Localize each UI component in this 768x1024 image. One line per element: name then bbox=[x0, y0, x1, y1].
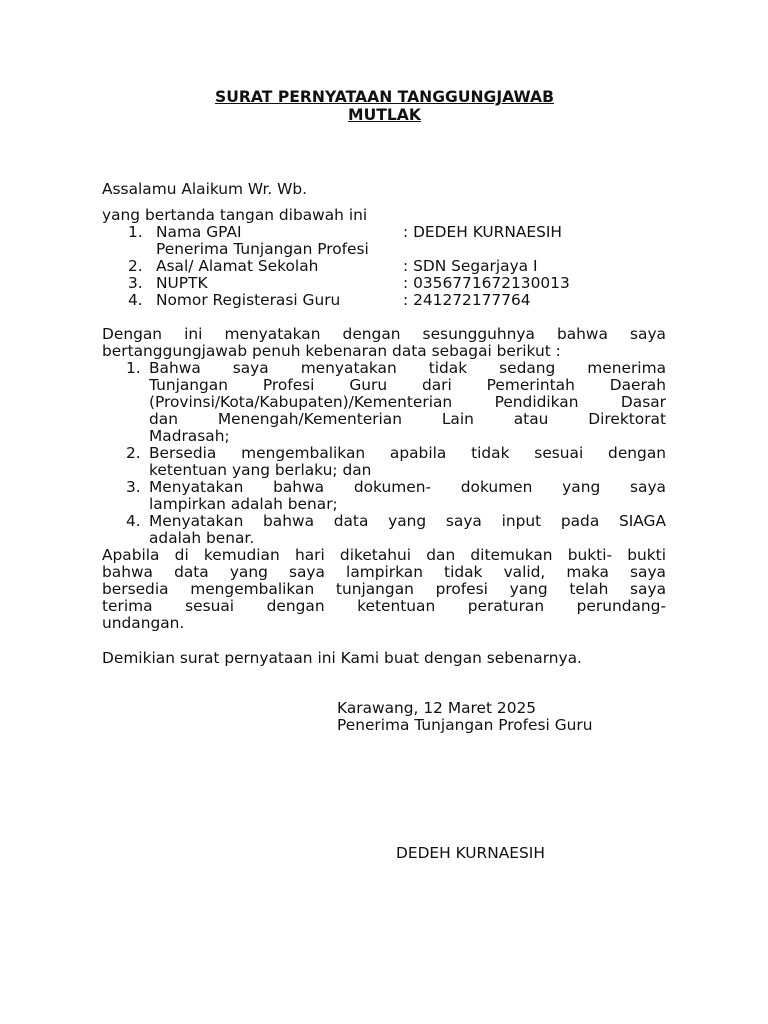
point-text bbox=[149, 513, 666, 547]
final-statement: Demikian surat pernyataan ini Kami buat dengan sebenarnya. bbox=[102, 649, 582, 667]
closing-line: bahwa data yang saya lampirkan tidak valid, maka saya bbox=[102, 563, 666, 581]
identity-value: : SDN Segarjaya I bbox=[403, 257, 538, 275]
point-line: Madrasah; bbox=[149, 427, 230, 445]
title-line-2: MUTLAK bbox=[348, 106, 421, 124]
greeting: Assalamu Alaikum Wr. Wb. bbox=[102, 180, 308, 198]
intro-text: yang bertanda tangan dibawah ini bbox=[102, 206, 368, 224]
identity-number: 3. bbox=[128, 274, 143, 292]
point-line: Menyatakan bahwa data yang saya input pada SIAGA bbox=[149, 512, 666, 530]
identity-number: 1. bbox=[128, 223, 143, 241]
closing-line: bersedia mengembalikan tunjangan profesi yang telah saya bbox=[102, 580, 666, 598]
signature-place-date: Karawang, 12 Maret 2025 bbox=[337, 699, 537, 717]
point-text bbox=[149, 479, 666, 513]
identity-value: : 241272177764 bbox=[403, 291, 531, 309]
identity-label: Nama GPAI bbox=[156, 223, 242, 241]
closing-line: terima sesuai dengan ketentuan peraturan perundang- bbox=[102, 597, 666, 615]
closing-line: undangan. bbox=[102, 614, 185, 632]
identity-value: : DEDEH KURNAESIH bbox=[403, 223, 562, 241]
point-line: adalah benar. bbox=[149, 529, 255, 547]
point-line: Bersedia mengembalikan apabila tidak sesuai dengan bbox=[149, 444, 666, 462]
point-line: lampirkan adalah benar; bbox=[149, 495, 338, 513]
identity-value: : 0356771672130013 bbox=[403, 274, 570, 292]
title-line-1: SURAT PERNYATAAN TANGGUNGJAWAB bbox=[215, 88, 554, 106]
signature-role: Penerima Tunjangan Profesi Guru bbox=[337, 716, 593, 734]
point-number: 4. bbox=[126, 512, 141, 530]
statement-line: Dengan ini menyatakan dengan sesungguhnya bahwa saya bbox=[102, 325, 666, 343]
statement-line: bertanggungjawab penuh kebenaran data sebagai berikut : bbox=[102, 342, 561, 360]
identity-number: 2. bbox=[128, 257, 143, 275]
identity-label: Penerima Tunjangan Profesi bbox=[156, 240, 369, 258]
point-text bbox=[149, 445, 666, 479]
closing-paragraph bbox=[102, 547, 666, 632]
statement-paragraph bbox=[102, 326, 666, 360]
point-line: Tunjangan Profesi Guru dari Pemerintah Daerah bbox=[149, 376, 666, 394]
point-line: Menyatakan bahwa dokumen- dokumen yang saya bbox=[149, 478, 666, 496]
identity-label: Asal/ Alamat Sekolah bbox=[156, 257, 319, 275]
point-line: ketentuan yang berlaku; dan bbox=[149, 461, 372, 479]
identity-label: NUPTK bbox=[156, 274, 208, 292]
signature-name: DEDEH KURNAESIH bbox=[396, 844, 545, 862]
point-line: dan Menengah/Kementerian Lain atau Direktorat bbox=[149, 410, 666, 428]
point-text bbox=[149, 360, 666, 445]
identity-label: Nomor Registerasi Guru bbox=[156, 291, 341, 309]
point-number: 2. bbox=[126, 444, 141, 462]
identity-number: 4. bbox=[128, 291, 143, 309]
closing-line: Apabila di kemudian hari diketahui dan ditemukan bukti- bukti bbox=[102, 546, 666, 564]
document-title bbox=[102, 88, 667, 124]
point-number: 1. bbox=[126, 359, 141, 377]
point-line: Bahwa saya menyatakan tidak sedang menerima bbox=[149, 359, 666, 377]
point-line: (Provinsi/Kota/Kabupaten)/Kementerian Pendidikan Dasar bbox=[149, 393, 666, 411]
point-number: 3. bbox=[126, 478, 141, 496]
